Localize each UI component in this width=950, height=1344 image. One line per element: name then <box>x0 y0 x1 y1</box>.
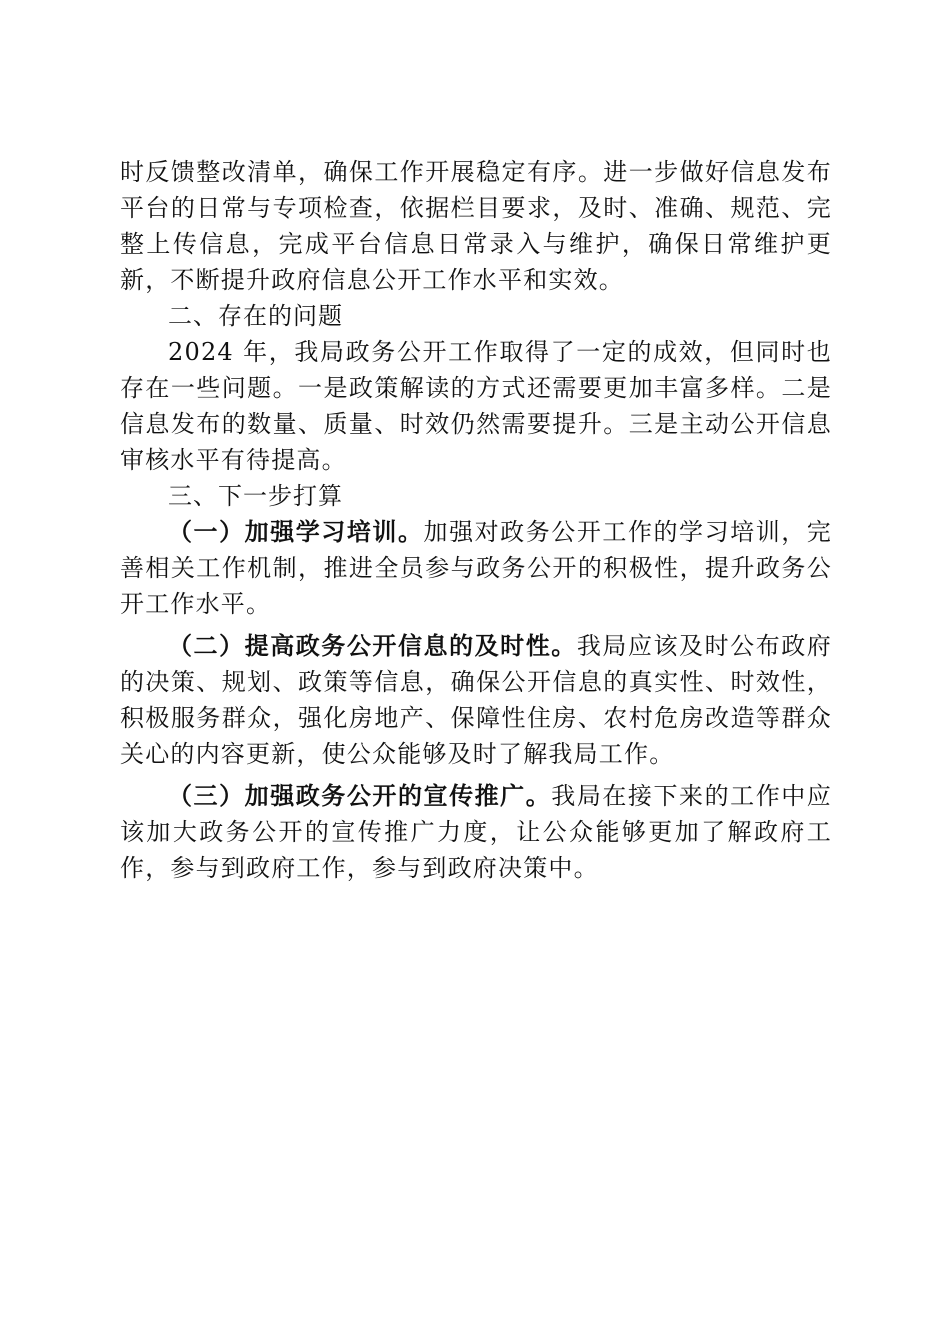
paragraph-problems: 2024 年，我局政务公开工作取得了一定的成效，但同时也存在一些问题。一是政策解读的方式还需要更加丰富多样。二是信息发布的数量、质量、时效仍然需要提升。三是主动公开信息审核水平有待提高。 <box>120 338 832 474</box>
paragraph-item-3 <box>120 778 832 886</box>
paragraph-continued: 时反馈整改清单，确保工作开展稳定有序。进一步做好信息发布平台的日常与专项检查，依据栏目要求，及时、准确、规范、完整上传信息，完成平台信息日常录入与维护，确保日常维护更新，不断提升政府信息公开工作水平和实效。 <box>120 158 832 294</box>
item-1-body: 加强对政务公开工作的学习培训，完善相关工作机制，推进全员参与政务公开的积极性，提升政务公开工作水平。 <box>120 518 833 618</box>
section-heading-next-steps: 三、下一步打算 <box>168 482 343 510</box>
item-1-lead: （一）加强学习培训。 <box>168 517 424 546</box>
section-heading-problems: 二、存在的问题 <box>168 302 343 330</box>
document-body <box>120 154 832 886</box>
paragraph-item-2 <box>120 628 832 772</box>
item-3-body: 我局在接下来的工作中应该加大政务公开的宣传推广力度，让公众能够更加了解政府工作，参与到政府工作，参与到政府决策中。 <box>120 782 832 882</box>
paragraph-item-1 <box>120 514 832 622</box>
item-3-lead: （三）加强政务公开的宣传推广。 <box>168 781 552 810</box>
item-2-lead: （二）提高政务公开信息的及时性。 <box>168 631 577 660</box>
item-2-body: 我局应该及时公布政府的决策、规划、政策等信息，确保公开信息的真实性、时效性，积极服务群众，强化房地产、保障性住房、农村危房改造等群众关心的内容更新，使公众能够及时了解我局工作。 <box>120 632 833 768</box>
